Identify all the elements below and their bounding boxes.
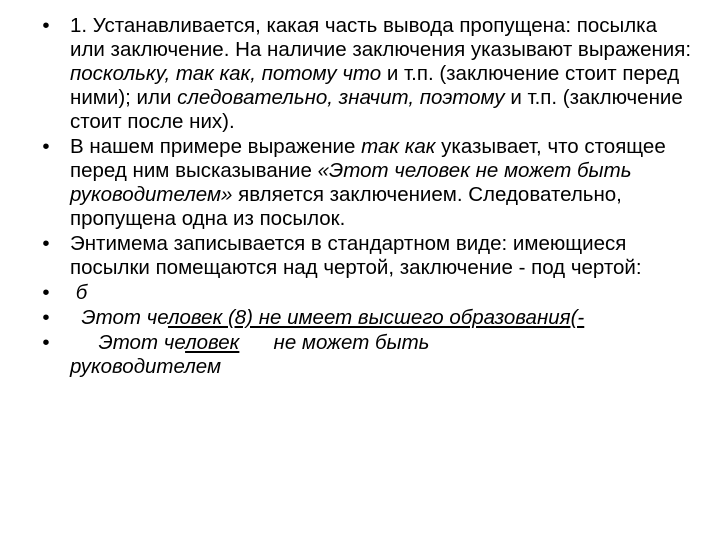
item-emphasis: следовательно, значит, поэтому	[177, 86, 505, 109]
list-item-example-analysis	[0, 135, 720, 231]
item-text: 1. Устанавливается, какая часть вывода пропущена: посылка или заключение. На наличие заключения указывают выражения:	[70, 14, 692, 61]
premise-line	[70, 306, 692, 330]
premise-underlined-text: ловек (8) не имеет высшего образования(-	[167, 306, 585, 329]
conclusion-text: Этот че	[70, 331, 186, 354]
bullet-marker: •	[42, 232, 50, 255]
list-item-premise	[0, 306, 720, 330]
item-emphasis: так как	[361, 135, 436, 158]
bullet-marker: •	[42, 281, 50, 304]
list-item-standard-form	[0, 232, 720, 280]
item-text: и т.п. (заключение стоит перед ними); или	[70, 62, 680, 109]
item-text: является заключением. Следовательно, пропущена одна из посылок.	[70, 183, 622, 230]
conclusion-text-continued: не может быть	[239, 331, 430, 354]
bullet-marker: •	[42, 135, 50, 158]
item-text: Энтимема записывается в стандартном виде: имеющиеся посылки помещаются над чертой, заключение - под чертой:	[70, 232, 642, 279]
item-text: и т.п. (заключение стоит после них).	[70, 86, 683, 133]
list-item-conclusion	[0, 331, 720, 379]
list-item-symbol	[0, 281, 720, 305]
item-emphasis: поскольку, так как, потому что	[70, 62, 382, 85]
item-text: указывает, что стоящее перед ним высказывание	[70, 135, 666, 182]
item-emphasis: «Этот человек не может быть руководителем»	[70, 159, 632, 206]
item-text: В нашем примере выражение	[70, 135, 362, 158]
bullet-marker: •	[42, 14, 50, 37]
conclusion-line-2: руководителем	[70, 355, 222, 378]
conclusion-line	[70, 331, 692, 355]
conclusion-underlined-text: ловек	[185, 331, 240, 354]
bullet-marker: •	[42, 306, 50, 329]
item-text: б	[70, 281, 88, 304]
premise-text: Этот че	[70, 306, 168, 329]
list-item-identify-missing-part	[0, 14, 720, 134]
bullet-marker: •	[42, 331, 50, 354]
bullet-list	[0, 14, 720, 380]
